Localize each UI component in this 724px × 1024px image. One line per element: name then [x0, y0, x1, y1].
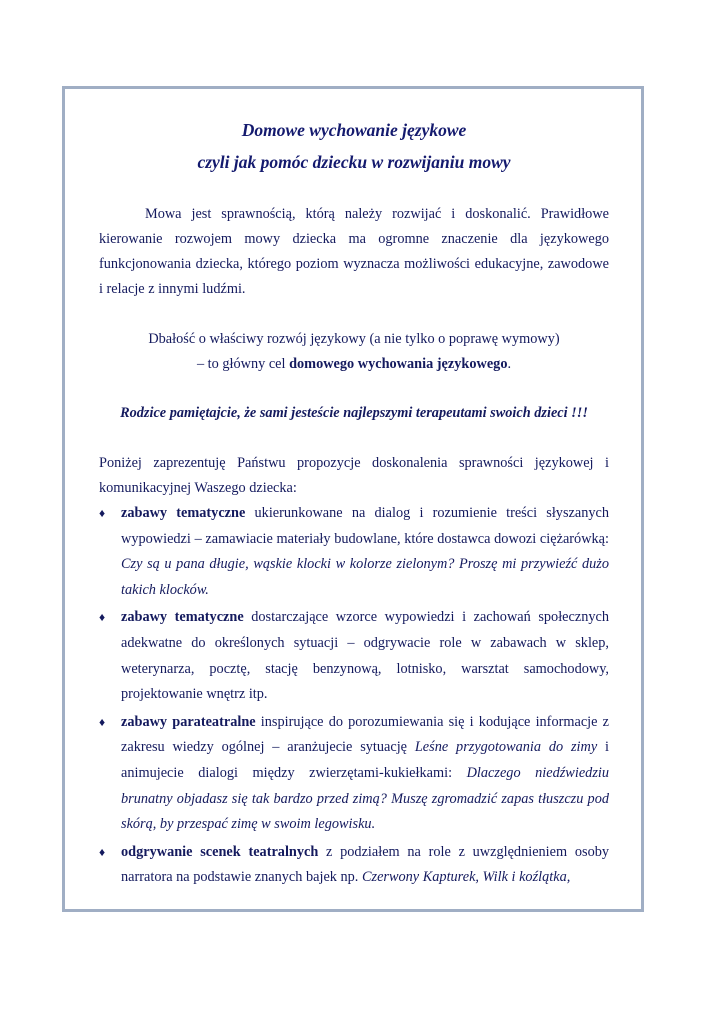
goal-statement [99, 327, 609, 377]
item-text: z podziałem na role z uwzględnieniem osoby narratora na podstawie znanych bajek np. [121, 843, 610, 886]
list-item [99, 605, 609, 707]
goal-line-2-suffix: . [507, 356, 512, 372]
title-line-1: Domowe wychowanie językowe [241, 120, 467, 140]
proposals-intro: Poniżej zaprezentuję Państwu propozycje doskonalenia sprawności językowej i komunikacyjnej Waszego dziecka: [99, 455, 609, 496]
goal-line-2 [99, 352, 609, 377]
goal-line-2-prefix: – to główny cel [196, 356, 290, 372]
item-text: inspirujące do porozumiewania się i kodujące informacje z zakresu wiedzy ogólnej – aranżujecie sytuację [121, 713, 610, 756]
goal-line-2-bold: domowego wychowania językowego [289, 356, 508, 372]
item-text-2: i animujecie dialogi między zwierzętami-kukiełkami: [121, 739, 610, 781]
diamond-bullet-icon: ♦ [99, 844, 106, 859]
item-italic-dialogue: Dlaczego niedźwiedziu brunatny objadasz się tak bardzo przed zimą? Muszę zgromadzić zapas tłuszczu pod skórą, by przespać zimę w swoim legowisku. [121, 764, 609, 833]
item-bold-label: odgrywanie scenek teatralnych [121, 843, 319, 860]
document-body [99, 114, 609, 893]
list-item [99, 840, 609, 891]
intro-paragraph: Mowa jest sprawnością, którą należy rozwijać i doskonalić. Prawidłowe kierowanie rozwojem mowy dziecka ma ogromne znaczenie dla językowego funkcjonowania dziecka, którego poziom wyznacza możliwości edukacyjne, zawodowe i relacje z innymi ludźmi. [99, 206, 609, 297]
item-bold-label: zabawy tematyczne [121, 505, 246, 521]
item-bold-label: zabawy parateatralne [121, 713, 256, 730]
proposals-list [99, 501, 609, 891]
goal-line-1: Dbałość o właściwy rozwój językowy (a nie tylko o poprawę wymowy) [148, 331, 560, 347]
diamond-bullet-icon: ♦ [99, 610, 106, 625]
item-text: ukierunkowane na dialog i rozumienie treści słyszanych wypowiedzi – zamawiacie materiały budowlane, które dostawca dowozi ciężarówką: [121, 505, 609, 547]
item-text: dostarczające wzorce wypowiedzi i zachowań społecznych adekwatne do określonych sytuacji – odgrywacie role w zabawach w sklep, weterynarza, pocztę, stację benzynową, lotnisko, warsztat samochodowy, projektowanie wnętrz itp. [121, 609, 609, 703]
item-italic-example: Czerwony Kapturek, Wilk i koźlątka, [361, 869, 571, 886]
diamond-bullet-icon: ♦ [99, 506, 106, 520]
item-italic-example: Czy są u pana długie, wąskie klocki w kolorze zielonym? Proszę mi przywieźć dużo takich klocków. [121, 556, 609, 598]
diamond-bullet-icon: ♦ [99, 714, 106, 729]
item-italic-title: Leśne przygotowania do zimy [414, 739, 598, 756]
parents-motto: Rodzice pamiętajcie, że sami jesteście najlepszymi terapeutami swoich dzieci !!! [120, 405, 588, 421]
title-line-2: czyli jak pomóc dziecku w rozwijaniu mowy [197, 152, 511, 172]
list-item [99, 501, 609, 603]
list-item [99, 710, 609, 838]
item-bold-label: zabawy tematyczne [121, 609, 244, 626]
